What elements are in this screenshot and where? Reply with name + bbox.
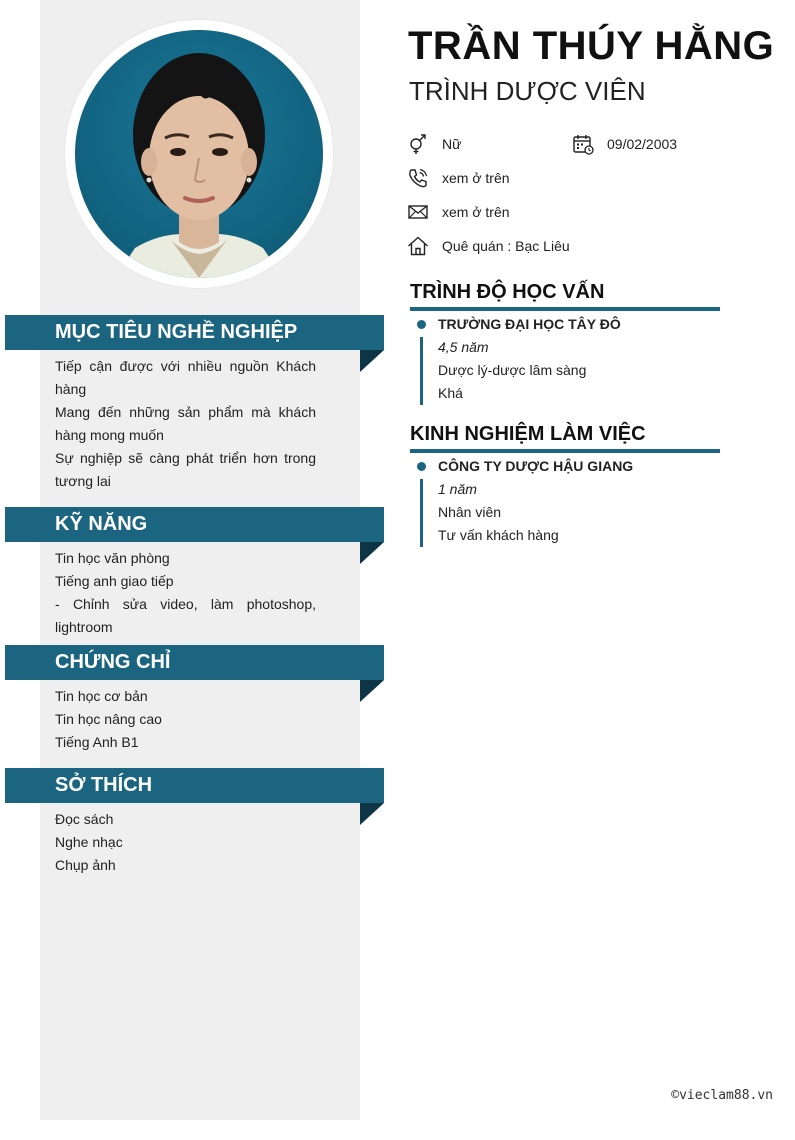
objective-line: Mang đến những sản phẩm mà khách hàng mong muốn	[55, 404, 316, 443]
timeline-bullet	[417, 320, 426, 329]
experience-position: Nhân viên	[438, 504, 502, 520]
hobby-item: Nghe nhạc	[55, 834, 123, 850]
timeline-bullet	[417, 462, 426, 471]
skill-item: Tin học văn phòng	[55, 550, 170, 566]
email-value: xem ở trên	[442, 204, 510, 220]
education-grade: Khá	[438, 385, 463, 401]
candidate-name: TRẦN THÚY HẰNG	[408, 24, 775, 68]
gender-icon	[407, 133, 429, 155]
site-credit: ©vieclam88.vn	[671, 1088, 773, 1103]
ribbon-fold	[360, 350, 384, 374]
section-heading-skills: KỸ NĂNG	[5, 507, 384, 542]
skill-item: Tiếng anh giao tiếp	[55, 573, 174, 589]
section-heading-education: TRÌNH ĐỘ HỌC VẤN	[410, 277, 720, 311]
certificate-item: Tin học cơ bản	[55, 688, 148, 704]
section-heading-certificates: CHỨNG CHỈ	[5, 645, 384, 680]
hometown-value: Quê quán : Bạc Liêu	[442, 238, 570, 254]
objective-line: Tiếp cận được với nhiều nguồn Khách hàng	[55, 358, 316, 397]
education-duration: 4,5 năm	[438, 339, 489, 355]
certificate-item: Tin học nâng cao	[55, 711, 162, 727]
portrait-photo	[75, 30, 323, 278]
objective-line: Sự nghiệp sẽ càng phát triển hơn trong tương lai	[55, 450, 316, 489]
hobby-item: Chụp ảnh	[55, 857, 116, 873]
candidate-title: TRÌNH DƯỢC VIÊN	[409, 76, 646, 106]
envelope-icon	[407, 201, 429, 223]
certificates-list	[55, 685, 316, 754]
hobby-item: Đọc sách	[55, 811, 114, 827]
timeline-line	[420, 479, 423, 547]
section-heading-hobbies: SỞ THÍCH	[5, 768, 384, 803]
objective-list	[55, 355, 316, 493]
timeline-line	[420, 337, 423, 405]
experience-company: CÔNG TY DƯỢC HẬU GIANG	[438, 458, 634, 474]
calendar-icon	[572, 133, 594, 155]
ribbon-fold	[360, 680, 384, 704]
education-major: Dược lý-dược lâm sàng	[438, 362, 587, 378]
education-school: TRƯỜNG ĐẠI HỌC TÂY ĐÔ	[438, 316, 621, 332]
gender-value: Nữ	[442, 136, 462, 152]
phone-value: xem ở trên	[442, 170, 510, 186]
skill-item: - Chỉnh sửa video, làm photoshop, lightroom	[55, 596, 316, 635]
avatar-frame	[65, 20, 333, 288]
section-heading-objective: MỤC TIÊU NGHỀ NGHIỆP	[5, 315, 384, 350]
phone-icon	[407, 167, 429, 189]
hobbies-list	[55, 808, 316, 877]
experience-task: Tư vấn khách hàng	[438, 527, 559, 543]
section-heading-experience: KINH NGHIỆM LÀM VIỆC	[410, 419, 720, 453]
avatar	[75, 30, 323, 278]
experience-duration: 1 năm	[438, 481, 477, 497]
certificate-item: Tiếng Anh B1	[55, 734, 139, 750]
ribbon-fold	[360, 803, 384, 827]
ribbon-fold	[360, 542, 384, 566]
home-icon	[407, 235, 429, 257]
birthdate-value: 09/02/2003	[607, 136, 678, 152]
skills-list	[55, 547, 316, 639]
